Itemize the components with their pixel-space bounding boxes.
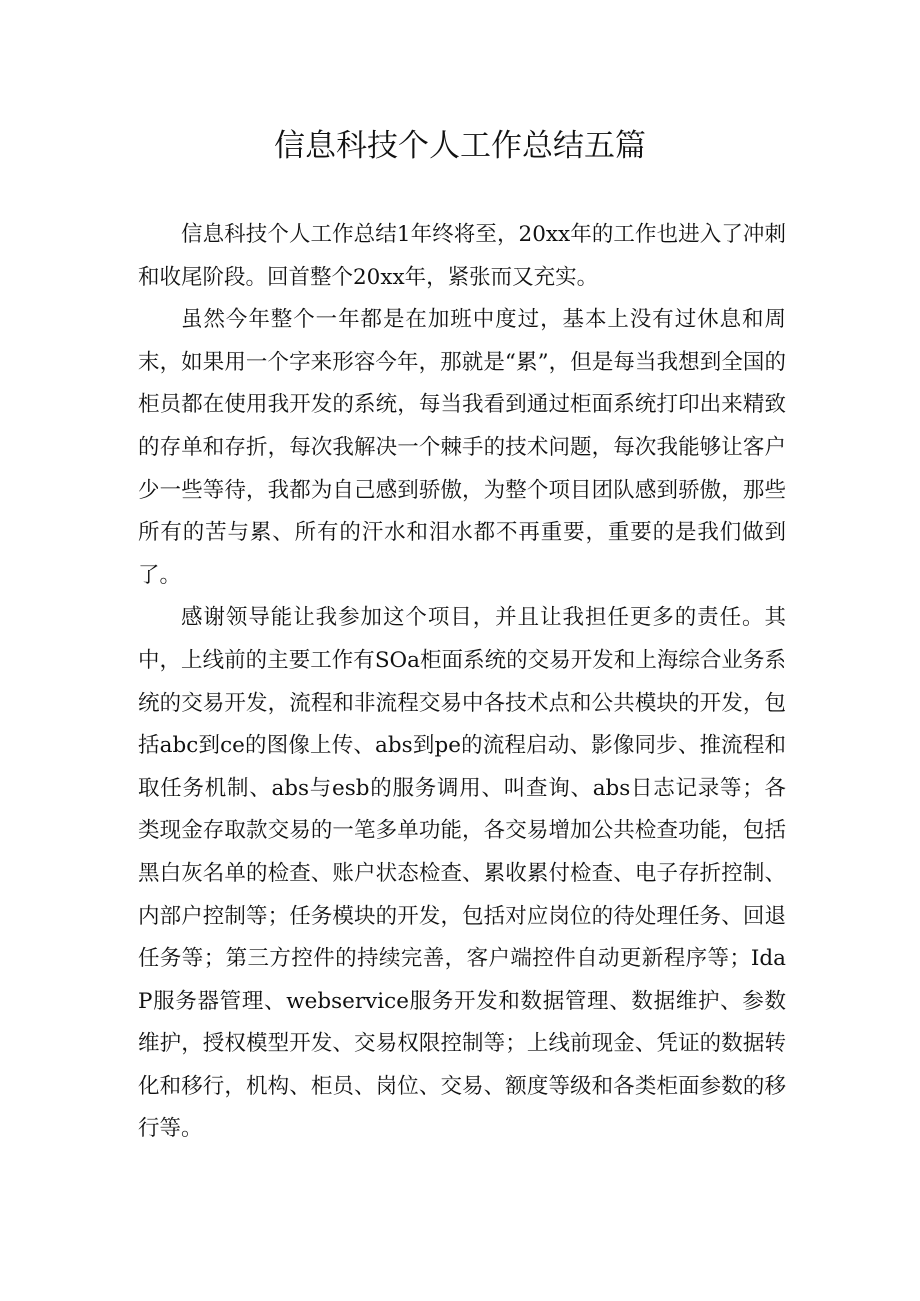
paragraph-work-details: 感谢领导能让我参加这个项目，并且让我担任更多的责任。其中，上线前的主要工作有SOa柜面系统的交易开发和上海综合业务系统的交易开发，流程和非流程交易中各技术点和公共模块的开发，包括abc到ce的图像上传、abs到pe的流程启动、影像同步、推流程和取任务机制、abs与esb的服务调用、叫查询、abs日志记录等；各类现金存取款交易的一笔多单功能，各交易增加公共检查功能，包括黑白灰名单的检查、账户状态检查、累收累付检查、电子存折控制、内部户控制等；任务模块的开发，包括对应岗位的待处理任务、回退任务等；第三方控件的持续完善，客户端控件自动更新程序等；IdaP服务器管理、webservice服务开发和数据管理、数据维护、参数维护，授权模型开发、交易权限控制等；上线前现金、凭证的数据转化和移行，机构、柜员、岗位、交易、额度等级和各类柜面参数的移行等。 [138,605,786,1142]
document-body [138,214,786,1151]
paragraph-intro: 信息科技个人工作总结1年终将至，20xx年的工作也进入了冲刺和收尾阶段。回首整个20xx年，紧张而又充实。 [138,222,786,290]
paragraph-reflection: 虽然今年整个一年都是在加班中度过，基本上没有过休息和周末，如果用一个字来形容今年，那就是“累”，但是每当我想到全国的柜员都在使用我开发的系统，每当我看到通过柜面系统打印出来精致的存单和存折，每次我解决一个棘手的技术问题，每次我能够让客户少一些等待，我都为自己感到骄傲，为整个项目团队感到骄傲，那些所有的苦与累、所有的汗水和泪水都不再重要，重要的是我们做到了。 [138,307,786,588]
document-title: 信息科技个人工作总结五篇 [274,128,646,164]
